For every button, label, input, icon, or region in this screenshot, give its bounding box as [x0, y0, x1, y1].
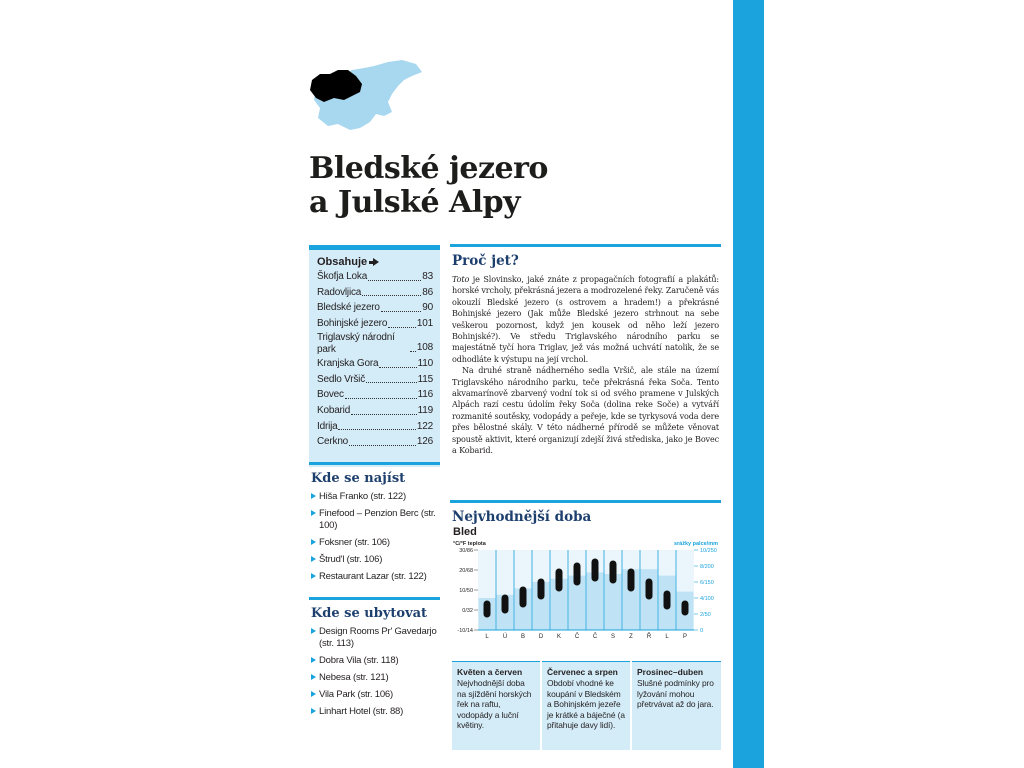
toc-item[interactable]: [317, 332, 433, 356]
list-item-label: Vila Park (str. 106): [319, 688, 393, 700]
where-to-stay-section: [309, 597, 440, 723]
list-item-label: Design Rooms Pr' Gavedarjo (str. 113): [319, 626, 437, 649]
section-rule: [450, 500, 721, 503]
y2-tick-label: 2/50: [700, 612, 711, 618]
why-go-section: [450, 244, 721, 457]
list-item[interactable]: [309, 554, 440, 566]
bullet-triangle-icon: [311, 493, 316, 499]
toc-page: 119: [417, 404, 433, 416]
bullet-triangle-icon: [311, 556, 316, 562]
list-item[interactable]: [309, 689, 440, 701]
toc-item[interactable]: [317, 269, 433, 285]
season-text: Nejvhodnější doba na sjíždění horských řek na raftu, vodopády a luční květiny.: [457, 678, 532, 731]
list-item[interactable]: [309, 537, 440, 549]
x-tick-label: B: [520, 634, 526, 640]
list-item-label: Finefood – Penzion Berc (str. 100): [319, 508, 436, 531]
toc-item[interactable]: [317, 300, 433, 316]
best-time-heading: Nejvhodnější doba: [452, 509, 592, 525]
section-rule: [309, 597, 440, 600]
bullet-triangle-icon: [311, 573, 316, 579]
toc-page: 83: [422, 271, 433, 282]
list-item[interactable]: [309, 655, 440, 667]
toc-page: 126: [416, 436, 433, 448]
emphasis: Toto: [452, 274, 470, 284]
toc-title: Bohinjské jezero: [317, 318, 388, 330]
where-to-eat-section: [309, 462, 440, 588]
slovenia-locator-map: [308, 56, 426, 136]
x-tick-label: Č: [574, 634, 580, 640]
bullet-triangle-icon: [311, 674, 316, 680]
list-item-label: Foksner (str. 106): [319, 536, 390, 548]
paragraph: Na druhé straně nádherného sedla Vršič, ale stále na území Triglavského národního parku, teče překrásná řeka Soča. Tento akvamarínově zbarvený vodní tok si od svého pramene v Julských Alpách razí cestu údolím řeky Soča (dolina reke Soče) a vytváří rozmanité soutěsky, vodopády a peřeje, kde se tyrkysová voda dere přes bělostné skály. V této nádherné přírodě se můžete věnovat spoustě aktivit, které organizují zdejší živá střediska, jako je Bovec a Kobarid.: [452, 365, 719, 456]
list-item-label: Restaurant Lazar (str. 122): [319, 570, 427, 582]
list-item-label: Hiša Franko (str. 122): [319, 491, 406, 502]
x-tick-label: L: [665, 634, 669, 640]
contents-box: [309, 245, 440, 467]
list-item-label: Linhart Hotel (str. 88): [319, 705, 404, 717]
x-tick-label: P: [682, 634, 688, 640]
bullet-triangle-icon: [311, 657, 316, 663]
toc-page: 90: [422, 302, 433, 314]
x-tick-label: Č: [592, 634, 598, 640]
x-tick-label: S: [610, 634, 616, 640]
toc-page: 110: [417, 357, 433, 369]
list-item[interactable]: [309, 672, 440, 684]
toc-item[interactable]: [317, 387, 433, 403]
climate-chart-svg: [450, 540, 721, 658]
list-item[interactable]: [309, 571, 440, 583]
chart-left-unit: °C/°F teplota: [453, 541, 486, 547]
where-to-eat-heading: Kde se najíst: [311, 471, 406, 486]
list-item-label: Dobra Vila (str. 118): [319, 654, 399, 666]
title-line-2: a Julské Alpy: [309, 185, 521, 220]
chart-right-unit: srážky palce/mm: [673, 541, 718, 547]
list-item[interactable]: [309, 626, 440, 649]
toc-title: Bledské jezero: [317, 302, 380, 314]
y-tick-label: -10/14: [457, 628, 473, 634]
best-time-section: [450, 500, 721, 658]
toc-title: Kobarid: [317, 404, 351, 416]
page-edge-color-bar: [733, 0, 764, 768]
bullet-triangle-icon: [311, 510, 316, 516]
y2-tick-label: 0: [700, 628, 704, 634]
toc-page: 116: [417, 389, 433, 401]
toc-title: Bovec: [317, 389, 344, 401]
toc-title: Idrija: [317, 420, 338, 432]
y2-tick-label: 6/150: [700, 580, 714, 586]
toc-item[interactable]: [317, 372, 433, 388]
toc-page: 101: [416, 318, 433, 330]
climate-chart: [450, 540, 721, 658]
x-tick-label: L: [485, 634, 489, 640]
season-title: Květen a červen: [457, 667, 523, 677]
toc-item[interactable]: [317, 403, 433, 419]
toc-title: Sedlo Vršič: [317, 373, 366, 385]
y-tick-label: 30/86: [459, 548, 473, 554]
x-tick-label: K: [556, 634, 562, 640]
list-item[interactable]: [309, 508, 440, 531]
y-tick-label: 10/50: [459, 588, 473, 594]
toc-title: Kranjska Gora: [317, 357, 379, 369]
season-text: Období vhodné ke koupání v Bledském a Bohinjském jezeře je krátké a báječné (a přitahuje davy lidí).: [547, 678, 625, 731]
toc-item[interactable]: [317, 419, 433, 435]
toc-page: 122: [416, 420, 433, 432]
bullet-triangle-icon: [311, 691, 316, 697]
toc-title: Triglavský národní park: [317, 331, 395, 355]
toc-title: Radovljica: [317, 286, 362, 298]
section-rule: [309, 462, 440, 465]
contents-heading-label: Obsahuje: [317, 256, 368, 268]
chart-place-label: Bled: [453, 526, 477, 538]
title-line-1: Bledské jezero: [309, 151, 548, 186]
season-box: [542, 661, 630, 750]
toc-item[interactable]: [317, 434, 433, 450]
list-item[interactable]: [309, 706, 440, 718]
section-rule: [450, 244, 721, 247]
x-tick-label: Ř: [646, 634, 652, 640]
paragraph: [452, 274, 719, 365]
y2-tick-label: 4/100: [700, 596, 714, 602]
toc-page: 86: [422, 286, 433, 298]
toc-title: Cerkno: [317, 436, 349, 448]
season-box: [452, 661, 540, 750]
toc-page: 108: [416, 342, 433, 354]
y2-tick-label: 10/250: [700, 548, 717, 554]
toc-item[interactable]: [317, 285, 433, 301]
bullet-triangle-icon: [311, 539, 316, 545]
y-tick-label: 20/68: [459, 568, 473, 574]
list-item-label: Nebesa (str. 121): [319, 671, 389, 683]
y-tick-label: 0/32: [462, 608, 473, 614]
season-text: Slušné podmínky pro lyžování mohou přetrvávat až do jara.: [637, 678, 714, 710]
season-title: Červenec a srpen: [547, 667, 618, 677]
list-item-label: Štrud'l (str. 106): [319, 553, 383, 565]
y2-tick-label: 8/200: [700, 564, 714, 570]
x-tick-label: Z: [629, 634, 633, 640]
season-title: Prosinec–duben: [637, 667, 704, 677]
x-tick-label: Ú: [502, 634, 508, 640]
x-tick-label: D: [538, 634, 544, 640]
toc-item[interactable]: [317, 356, 433, 372]
why-go-text: [450, 274, 721, 457]
contents-heading: [317, 256, 433, 268]
paragraph-text: je Slovinsko, jaké znáte z propagačních fotografií a plakátů: horské vrcholy, překrásná jezera a modrozelené řeky. Zaručeně vás okouzlí Bledské jezero (s ostrovem a hradem!) a překrásné Bohinjské jezero (Jak může Bledské jezero strhnout na sebe veškerou pozornost, když jen kousek od něho leží jezero Bohinjské?). Ve středu Triglavského národního parku se majestátně tyčí hora Triglav, jež vás možná uchvátí natolik, že se odhodláte k výstupu na její vrchol.: [452, 274, 719, 364]
toc-item[interactable]: [317, 316, 433, 332]
page-title: [309, 152, 548, 220]
arrow-right-icon: [373, 258, 379, 266]
list-item[interactable]: [309, 491, 440, 503]
toc-page: 115: [417, 373, 433, 385]
where-to-stay-heading: Kde se ubytovat: [311, 606, 428, 621]
precipitation-bar: [641, 569, 658, 630]
season-box: [632, 661, 721, 750]
bullet-triangle-icon: [311, 628, 316, 634]
bullet-triangle-icon: [311, 708, 316, 714]
why-go-heading: Proč jet?: [452, 253, 519, 269]
toc-title: Škofja Loka: [317, 271, 368, 282]
